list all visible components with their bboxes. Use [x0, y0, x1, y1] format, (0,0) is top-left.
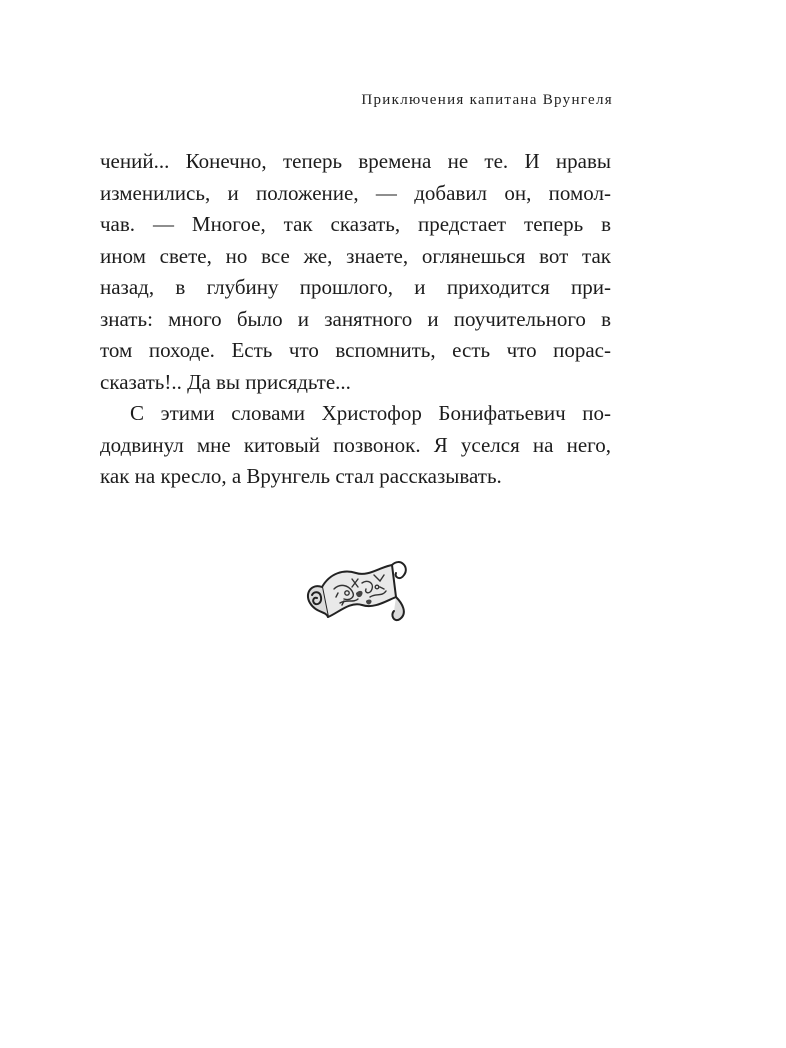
scroll-map-icon [300, 553, 410, 631]
text-line: чав. — Многое, так сказать, предстает теперь в [100, 212, 611, 236]
text-line: додвинул мне китовый позвонок. Я уселся на него, [100, 432, 611, 457]
text-line: чений... Конечно, теперь времена не те. И нравы [100, 149, 611, 173]
running-title: Приключения капитана Врунгеля [361, 92, 613, 108]
text-line: как на кресло, а Врунгель стал рассказывать. [100, 464, 502, 488]
paragraph-1 [100, 146, 611, 398]
text-line: сказать!.. Да вы присядьте... [100, 369, 351, 394]
page-text [100, 146, 611, 493]
text-line: ином свете, но все же, знаете, оглянешься вот так [100, 243, 611, 268]
text-line: назад, в глубину прошлого, и приходится при- [100, 275, 611, 299]
paragraph-2 [100, 398, 611, 493]
text-line: С этими словами Христофор Бонифатьевич по- [130, 401, 611, 425]
text-line: изменились, и положение, — добавил он, помол- [100, 180, 611, 205]
text-line: знать: много было и занятного и поучительного в [100, 306, 611, 331]
text-line: том походе. Есть что вспомнить, есть что порас- [100, 338, 611, 362]
